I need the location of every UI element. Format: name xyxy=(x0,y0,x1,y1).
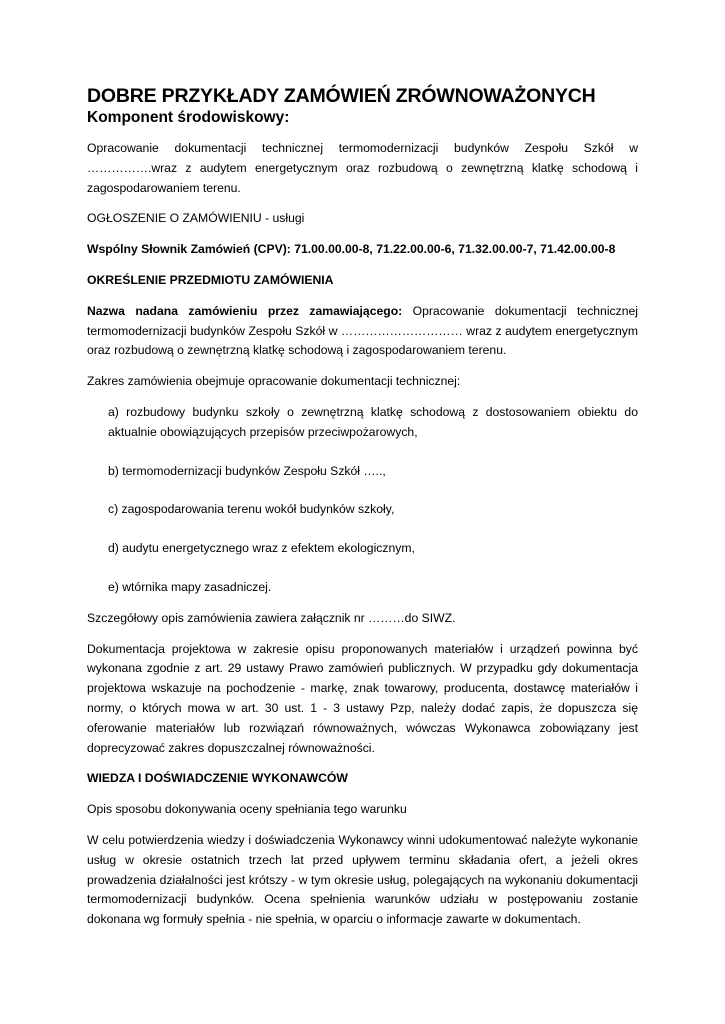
scope-intro: Zakres zamówienia obejmuje opracowanie dokumentacji technicznej: xyxy=(87,374,461,389)
attachment-note: Szczegółowy opis zamówienia zawiera załącznik nr ………do SIWZ. xyxy=(87,610,456,625)
section-heading-experience: WIEDZA I DOŚWIADCZENIE WYKONAWCÓW xyxy=(87,771,348,786)
scope-item-e: e) wtórnika mapy zasadniczej. xyxy=(108,579,272,594)
scope-item-c: c) zagospodarowania terenu wokół budynków szkoły, xyxy=(108,502,395,517)
scope-item-b: b) termomodernizacji budynków Zespołu Szkół ….., xyxy=(108,463,386,478)
intro-paragraph: Opracowanie dokumentacji technicznej termomodernizacji budynków Zespołu Szkół w …………….wraz z audytem energetycznym oraz rozbudową o zewnętrzną klatkę schodową i zagospodarowaniem terenu. xyxy=(87,141,638,195)
contract-name-label: Nazwa nadana zamówieniu przez zamawiającego: xyxy=(87,303,403,318)
scope-list xyxy=(87,403,638,598)
document-subtitle: Komponent środowiskowy: xyxy=(87,109,290,126)
notice-line: OGŁOSZENIE O ZAMÓWIENIU - usługi xyxy=(87,211,305,226)
section-heading-subject: OKREŚLENIE PRZEDMIOTU ZAMÓWIENIA xyxy=(87,272,334,287)
assessment-paragraph: W celu potwierdzenia wiedzy i doświadczenia Wykonawcy winni udokumentować należyte wykonanie usług w okresie ostatnich trzech lat przed upływem terminu składania ofert, a jeżeli okres prowadzenia działalności jest krótszy - w tym okresie usług, polegających na wykonaniu dokumentacji termomodernizacji budynków. Ocena spełnienia warunków udziału w postępowaniu zostanie dokonana wg formuły spełnia - nie spełnia, w oparciu o informacje zawarte w dokumentach. xyxy=(87,832,638,927)
assessment-intro: Opis sposobu dokonywania oceny spełniania tego warunku xyxy=(87,802,407,817)
document-title: DOBRE PRZYKŁADY ZAMÓWIEŃ ZRÓWNOWAŻONYCH xyxy=(87,85,596,107)
scope-item-a: a) rozbudowy budynku szkoły o zewnętrzną klatkę schodową z dostosowaniem obiektu do aktualnie obowiązujących przepisów przeciwpożarowych, xyxy=(108,404,638,439)
contract-name-paragraph xyxy=(87,302,638,361)
scope-item-d: d) audytu energetycznego wraz z efektem ekologicznym, xyxy=(108,541,415,556)
contract-name-text: Opracowanie dokumentacji technicznej termomodernizacji budynków Zespołu Szkół w ………………………… wraz z audytem energetycznym oraz rozbudową o zewnętrzną klatkę schodową i zagospodarowaniem terenu. xyxy=(87,303,638,358)
document-page xyxy=(87,84,638,941)
documentation-paragraph: Dokumentacja projektowa w zakresie opisu proponowanych materiałów i urządzeń powinna być wykonana zgodnie z art. 29 ustawy Prawo zamówień publicznych. W przypadku gdy dokumentacja projektowa wskazuje na pochodzenie - markę, znak towarowy, producenta, dostawcę materiałów i normy, o których mowa w art. 30 ust. 1 - 3 ustawy Pzp, należy dodać zapis, że dopuszcza się oferowanie materiałów lub rozwiązań równoważnych, wówczas Wykonawca zobowiązany jest doprecyzować zakres dopuszczalnej równoważności. xyxy=(87,641,638,755)
cpv-line: Wspólny Słownik Zamówień (CPV): 71.00.00.00-8, 71.22.00.00-6, 71.32.00.00-7, 71.42.00.00-8 xyxy=(87,242,616,257)
